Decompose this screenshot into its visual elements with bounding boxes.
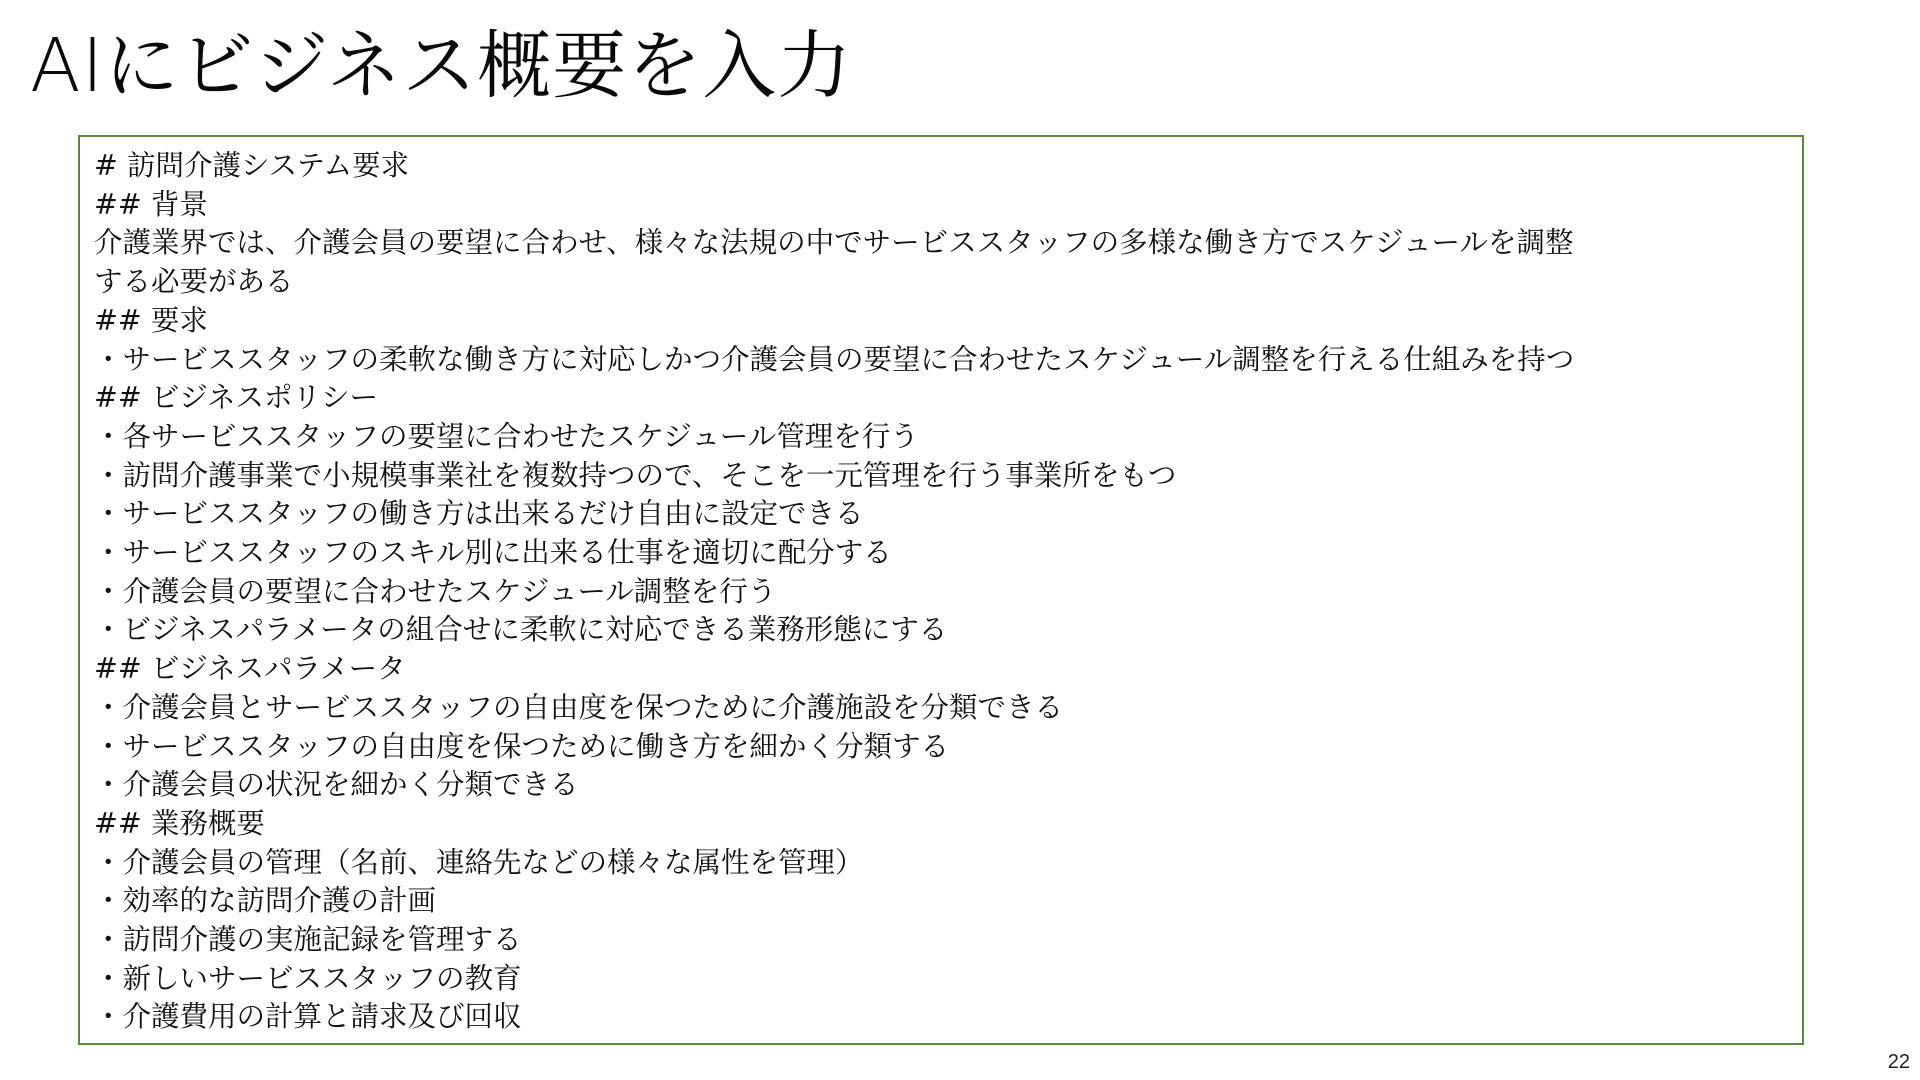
overview-item: ・介護費用の計算と請求及び回収	[94, 1000, 522, 1034]
heading-business-parameters: ## ビジネスパラメータ	[94, 652, 406, 686]
heading-background: ## 背景	[94, 187, 208, 221]
slide-title: AIにビジネス概要を入力	[30, 23, 853, 109]
policy-item: ・ビジネスパラメータの組合せに柔軟に対応できる業務形態にする	[94, 613, 948, 647]
parameter-item: ・介護会員とサービススタッフの自由度を保つために介護施設を分類できる	[94, 690, 1064, 724]
heading-system-requirements: # 訪問介護システム要求	[94, 149, 410, 182]
policy-item: ・各サービススタッフの要望に合わせたスケジュール管理を行う	[94, 419, 919, 453]
policy-item: ・訪問介護事業で小規模事業社を複数持つので、そこを一元管理を行う事業所をもつ	[94, 458, 1177, 492]
policy-item: ・サービススタッフのスキル別に出来る仕事を適切に配分する	[94, 536, 892, 570]
background-text-line-1: 介護業界では、介護会員の要望に合わせ、様々な法規の中でサービススタッフの多様な働き方でスケジュールを調整	[94, 226, 1574, 260]
overview-item: ・介護会員の管理（名前、連絡先などの様々な属性を管理）	[94, 845, 864, 879]
requirement-item: ・サービススタッフの柔軟な働き方に対応しかつ介護会員の要望に合わせたスケジュール調整を行える仕組みを持つ	[94, 342, 1575, 376]
page-number: 22	[1887, 1051, 1910, 1073]
background-text-line-2: する必要がある	[94, 265, 294, 299]
heading-requirements: ## 要求	[94, 303, 208, 337]
parameter-item: ・サービススタッフの自由度を保つために働き方を細かく分類する	[94, 729, 950, 763]
requirements-text-box	[78, 135, 1804, 1045]
heading-business-overview: ## 業務概要	[94, 806, 265, 840]
overview-item: ・訪問介護の実施記録を管理する	[94, 923, 522, 957]
policy-item: ・介護会員の要望に合わせたスケジュール調整を行う	[94, 574, 777, 608]
overview-item: ・新しいサービススタッフの教育	[94, 961, 522, 995]
policy-item: ・サービススタッフの働き方は出来るだけ自由に設定できる	[94, 497, 864, 531]
overview-item: ・効率的な訪問介護の計画	[94, 884, 437, 918]
parameter-item: ・介護会員の状況を細かく分類できる	[94, 768, 579, 802]
heading-business-policy: ## ビジネスポリシー	[94, 381, 378, 415]
